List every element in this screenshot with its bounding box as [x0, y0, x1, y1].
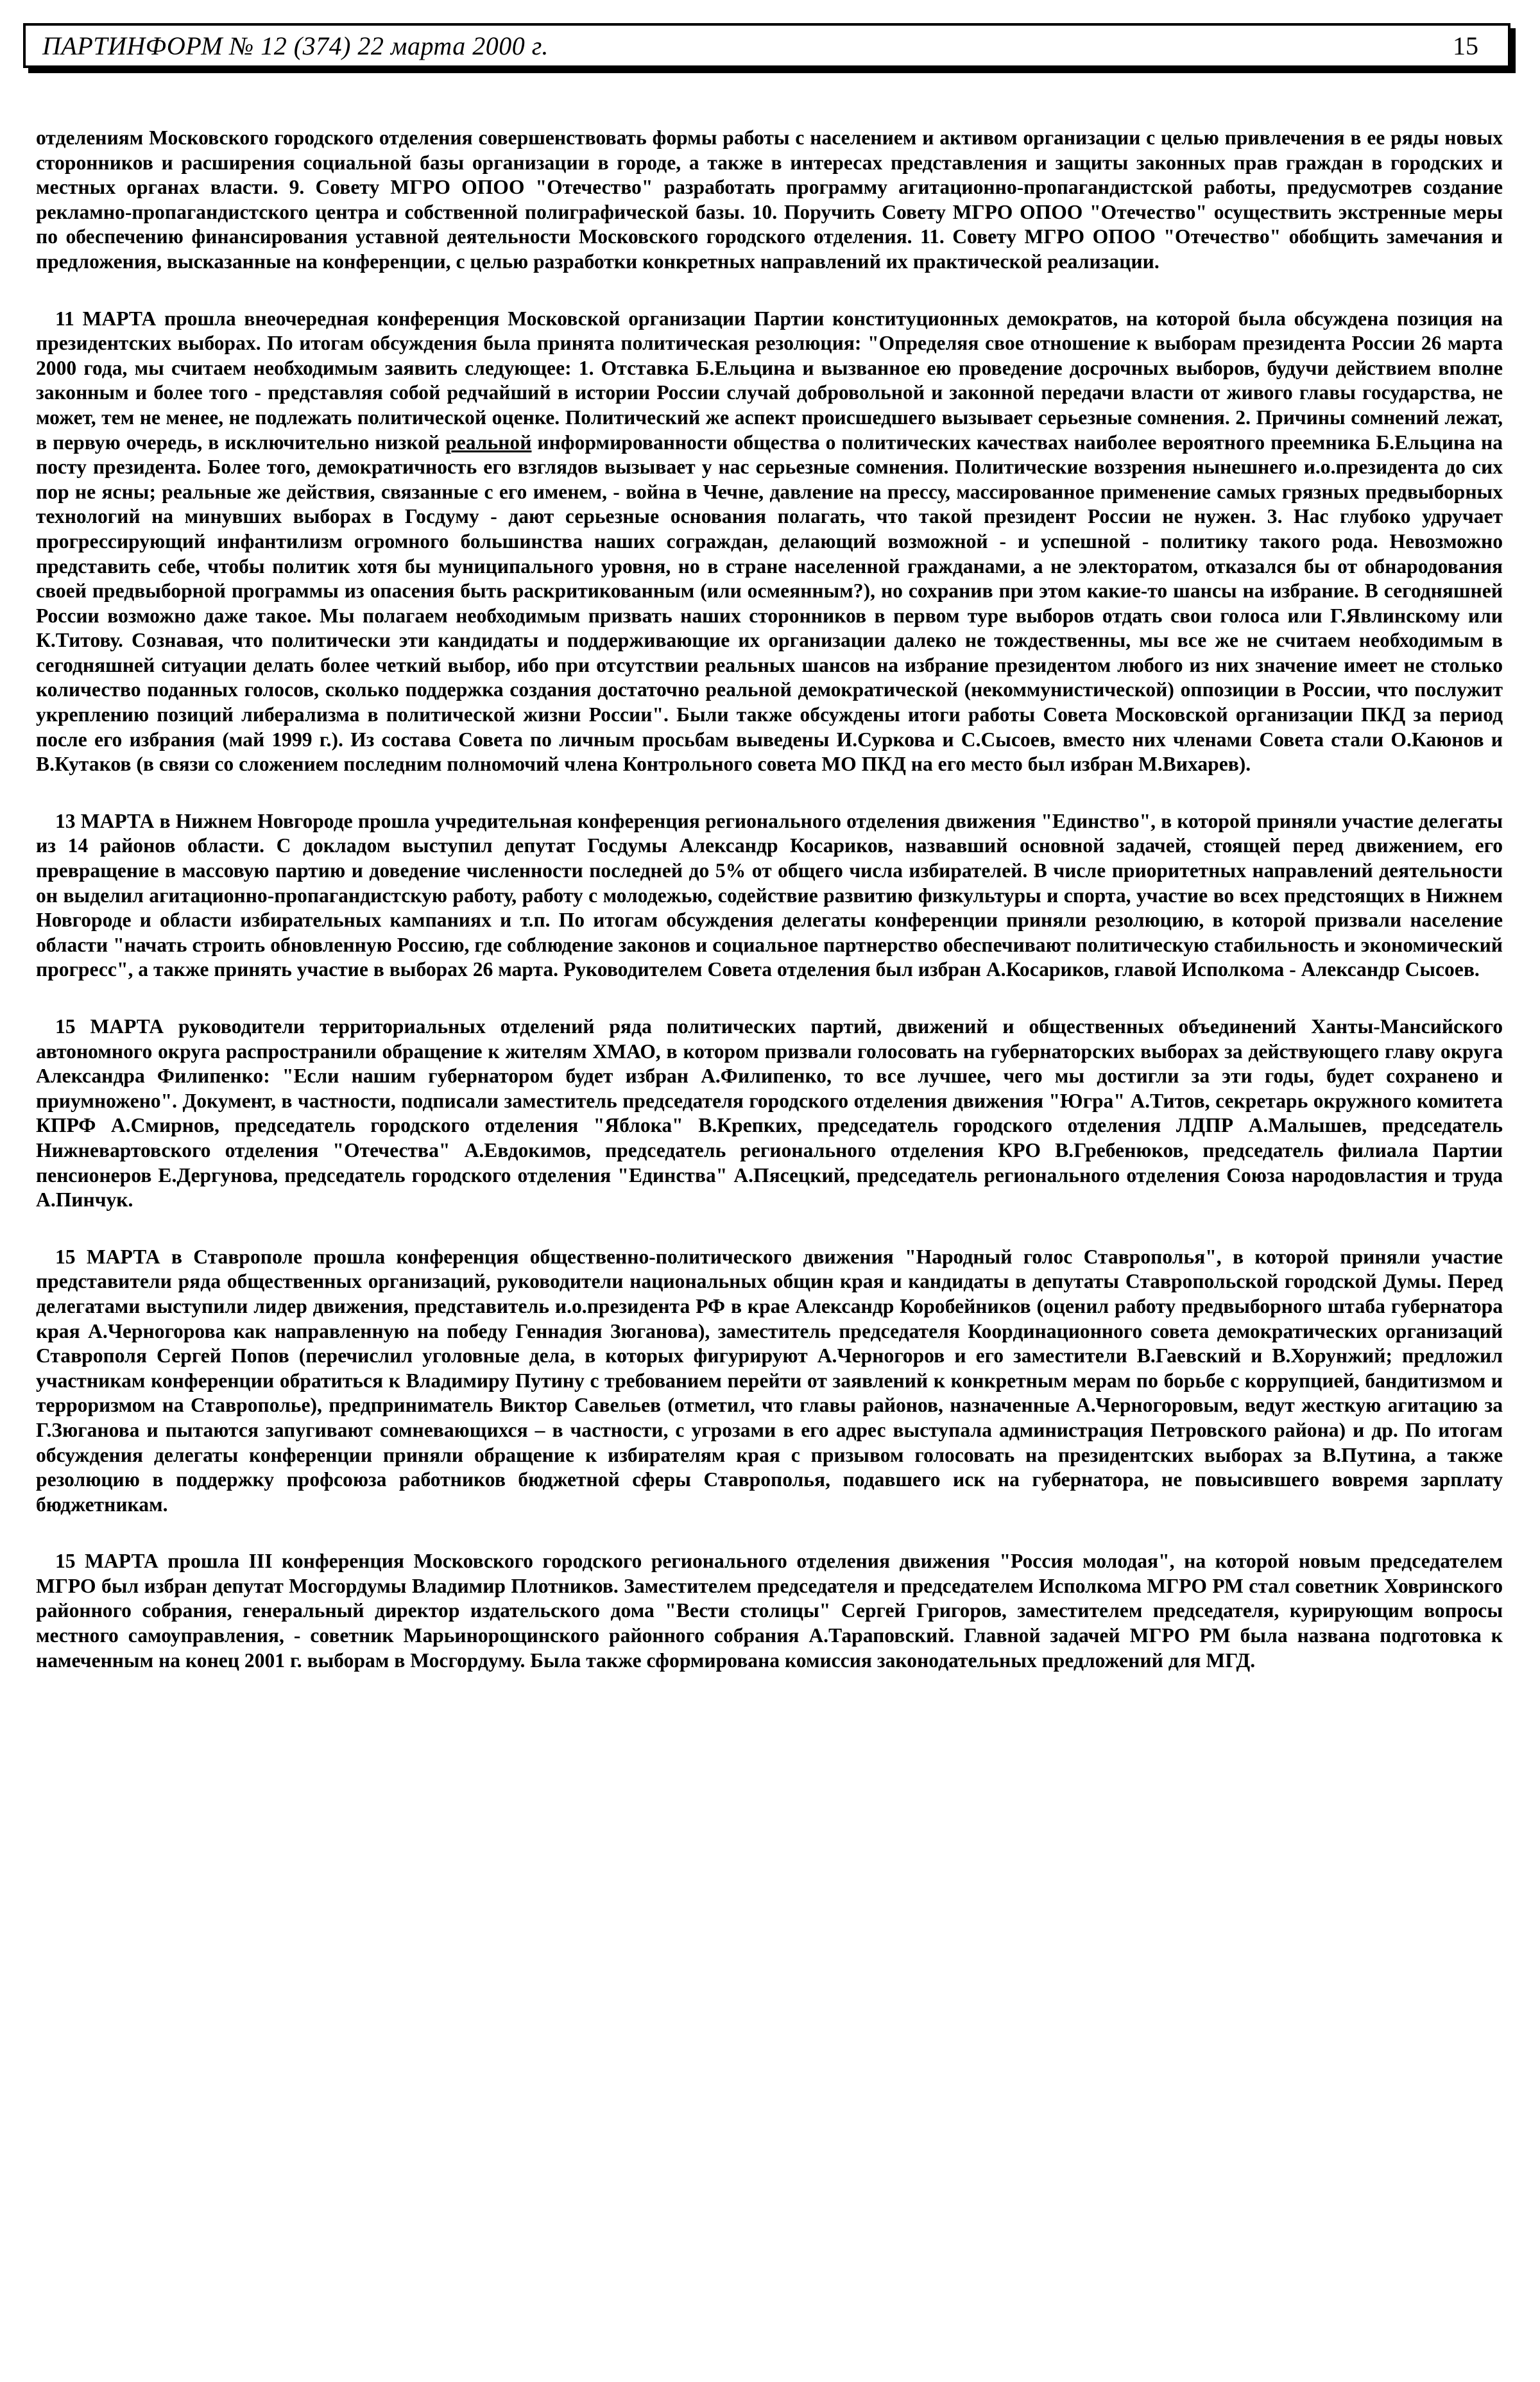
page-header [23, 23, 1510, 68]
paragraph-march-11-part-2: информированности общества о политических качествах наиболее вероятного преемника Б.Ельцина на посту президента. Более того, демократичность его взглядов вызывает у нас серьезные сомнения. Политические воззрения нынешнего и.о.президента до сих пор не ясны; реальные же действия, связанные с его именем, - война в Чечне, давление на прессу, массированное применение самых грязных предвыборных технологий на минувших выборах в Госдуму - дают серьезные основания полагать, что такой президент России не нужен. 3. Нас глубоко удручает прогрессирующий инфантилизм огромного большинства наших сограждан, делающий возможной - и успешной - политику такого рода. Невозможно представить себе, чтобы политик хотя бы муниципального уровня, но в стране населенной гражданами, а не электоратом, отказался бы от обнародования своей предвыборной программы из опасения быть раскритикованным (или осмеянным?), но сохранив при этом какие-то шансы на избрание. В сегодняшней России возможно даже такое. Мы полагаем необходимым призвать наших сторонников в первом туре выборов отдать свои голоса или Г.Явлинскому или К.Титову. Сознавая, что политически эти кандидаты и поддерживающие их организации далеко не тождественны, мы все же не считаем необходимым в сегодняшней ситуации делать более четкий выбор, ибо при отсутствии реальных шансов на избрание президентом любого из них значение имеет не столько количество поданных голосов, сколько поддержка создания достаточно реальной демократической (некоммунистической) оппозиции в России, что послужит укреплению позиций либерализма в политической жизни России". Были также обсуждены итоги работы Совета Московской организации ПКД за период после его избрания (май 1999 г.). Из состава Совета по личным просьбам выведены И.Суркова и С.Сысоев, вместо них членами Совета стали О.Каюнов и В.Кутаков (в связи со сложением последним полномочий члена Контрольного совета МО ПКД на его место был избран М.Вихарев). [36, 431, 1503, 776]
publication-title: ПАРТИНФОРМ № 12 (374) 22 марта 2000 г. [42, 31, 549, 60]
paragraph-march-11 [36, 307, 1503, 777]
paragraph-march-11-part-1: 11 МАРТА прошла внеочередная конференция Московской организации Партии конституционных демократов, на которой была обсуждена позиция на президентских выборах. По итогам обсуждения была принята политическая резолюция: "Определяя свое отношение к выборам президента России 26 марта 2000 года, мы считаем необходимым заявить следующее: 1. Отставка Б.Ельцина и вызванное ею проведение досрочных выборов, будучи действием вполне законным и более того - представляя собой редчайший в истории России случай добровольной и законной передачи власти от живого главы государства, не может, тем не менее, не подлежать политической оценке. Политический же аспект происшедшего вызывает серьезные сомнения. 2. Причины сомнений лежат, в первую очередь, в исключительно низкой [36, 307, 1503, 454]
underlined-word: реальной [445, 431, 532, 454]
page-number: 15 [1453, 31, 1478, 60]
paragraph-march-15-khmao: 15 МАРТА руководители территориальных отделений ряда политических партий, движений и общественных объединений Ханты-Мансийского автономного округа распространили обращение к жителям ХМАО, в котором призвали голосовать на губернаторских выборах за действующего главу округа Александра Филипенко: "Если нашим губернатором будет избран А.Филипенко, то все лучшее, чего мы достигли за эти годы, будет сохранено и приумножено". Документ, в частности, подписали заместитель председателя городского отделения движения "Югра" А.Титов, секретарь окружного комитета КПРФ А.Смирнов, председатель городского отделения "Яблока" В.Крепких, председатель городского отделения ЛДПР А.Малышев, председатель Нижневартовского отделения "Отечества" А.Евдокимов, председатель регионального отделения КРО В.Гребенюков, председатель филиала Партии пенсионеров Е.Дергунова, председатель городского отделения "Единства" А.Пясецкий, председатель регионального отделения Союза народовластия и труда А.Пинчук. [36, 1015, 1503, 1212]
article-body [36, 126, 1503, 1705]
paragraph-march-15-stavropol: 15 МАРТА в Ставрополе прошла конференция общественно-политического движения "Народный голос Ставрополья", в которой приняли участие представители ряда общественных организаций, руководители национальных общин края и кандидаты в депутаты Ставропольской городской Думы. Перед делегатами выступили лидер движения, представитель и.о.президента РФ в крае Александр Коробейников (оценил работу предвыборного штаба губернатора края А.Черногорова как направленную на победу Геннадия Зюганова), заместитель председателя Координационного совета демократических организаций Ставрополя Сергей Попов (перечислил уголовные дела, в которых фигурируют А.Черногоров и его заместители В.Гаевский и В.Хорунжий; предложил участникам конференции обратиться к Владимиру Путину с требованием перейти от заявлений к конкретным мерам по борьбе с коррупцией, бандитизмом и терроризмом на Ставрополье), предприниматель Виктор Савельев (отметил, что главы районов, назначенные А.Черногоровым, ведут жесткую агитацию за Г.Зюганова и пытаются запугивают сомневающихся – в частности, с угрозами в его адрес выступала администрация Петровского района) и др. По итогам обсуждения делегаты конференции приняли обращение к избирателям края с призывом голосовать на президентских выборах за В.Путина, а также резолюцию в поддержку профсоюза работников бюджетной сферы Ставрополья, подавшего иск на губернатора, не повысившего вовремя зарплату бюджетникам. [36, 1245, 1503, 1516]
paragraph-continuation: отделениям Московского городского отделения совершенствовать формы работы с населением и активом организации с целью привлечения в ее ряды новых сторонников и расширения социальной базы организации в городе, а также в интересах представления и защиты законных прав граждан в городских и местных органах власти. 9. Совету МГРО ОПОО "Отечество" разработать программу агитационно-пропагандистской работы, предусмотрев создание рекламно-пропагандистского центра и собственной полиграфической базы. 10. Поручить Совету МГРО ОПОО "Отечество" осуществить экстренные меры по обеспечению финансирования уставной деятельности Московского городского отделения. 11. Совету МГРО ОПОО "Отечество" обобщить замечания и предложения, высказанные на конференции, с целью разработки конкретных направлений их практической реализации. [36, 126, 1503, 273]
paragraph-march-15-moscow: 15 МАРТА прошла III конференция Московского городского регионального отделения движения "Россия молодая", на которой новым председателем МГРО был избран депутат Мосгордумы Владимир Плотников. Заместителем председателя и председателем Исполкома МГРО РМ стал советник Ховринского районного собрания, генеральный директор издательского дома "Вести столицы" Сергей Григоров, заместителем председателя, курирующим вопросы местного самоуправления, - советник Марьинорощинского районного собрания А.Тараповский. Главной задачей МГРО РМ была названа подготовка к намеченным на конец 2001 г. выборам в Мосгордуму. Была также сформирована комиссия законодательных предложений для МГД. [36, 1550, 1503, 1672]
paragraph-march-13: 13 МАРТА в Нижнем Новгороде прошла учредительная конференция регионального отделения движения "Единство", в которой приняли участие делегаты из 14 районов области. С докладом выступил депутат Госдумы Александр Косариков, назвавший основной задачей, стоящей перед движением, его превращение в массовую партию и доведение численности последней до 5% от общего числа избирателей. В числе приоритетных направлений деятельности он выделил агитационно-пропагандистскую работу, работу с молодежью, содействие развитию физкультуры и спорта, участие во всех предстоящих в Нижнем Новгороде и области избирательных кампаниях и т.п. По итогам обсуждения делегаты конференции приняли резолюцию, в которой призвали население области "начать строить обновленную Россию, где соблюдение законов и социальное партнерство обеспечивают политическую стабильность и экономический прогресс", а также принять участие в выборах 26 марта. Руководителем Совета отделения был избран А.Косариков, главой Исполкома - Александр Сысоев. [36, 809, 1503, 981]
